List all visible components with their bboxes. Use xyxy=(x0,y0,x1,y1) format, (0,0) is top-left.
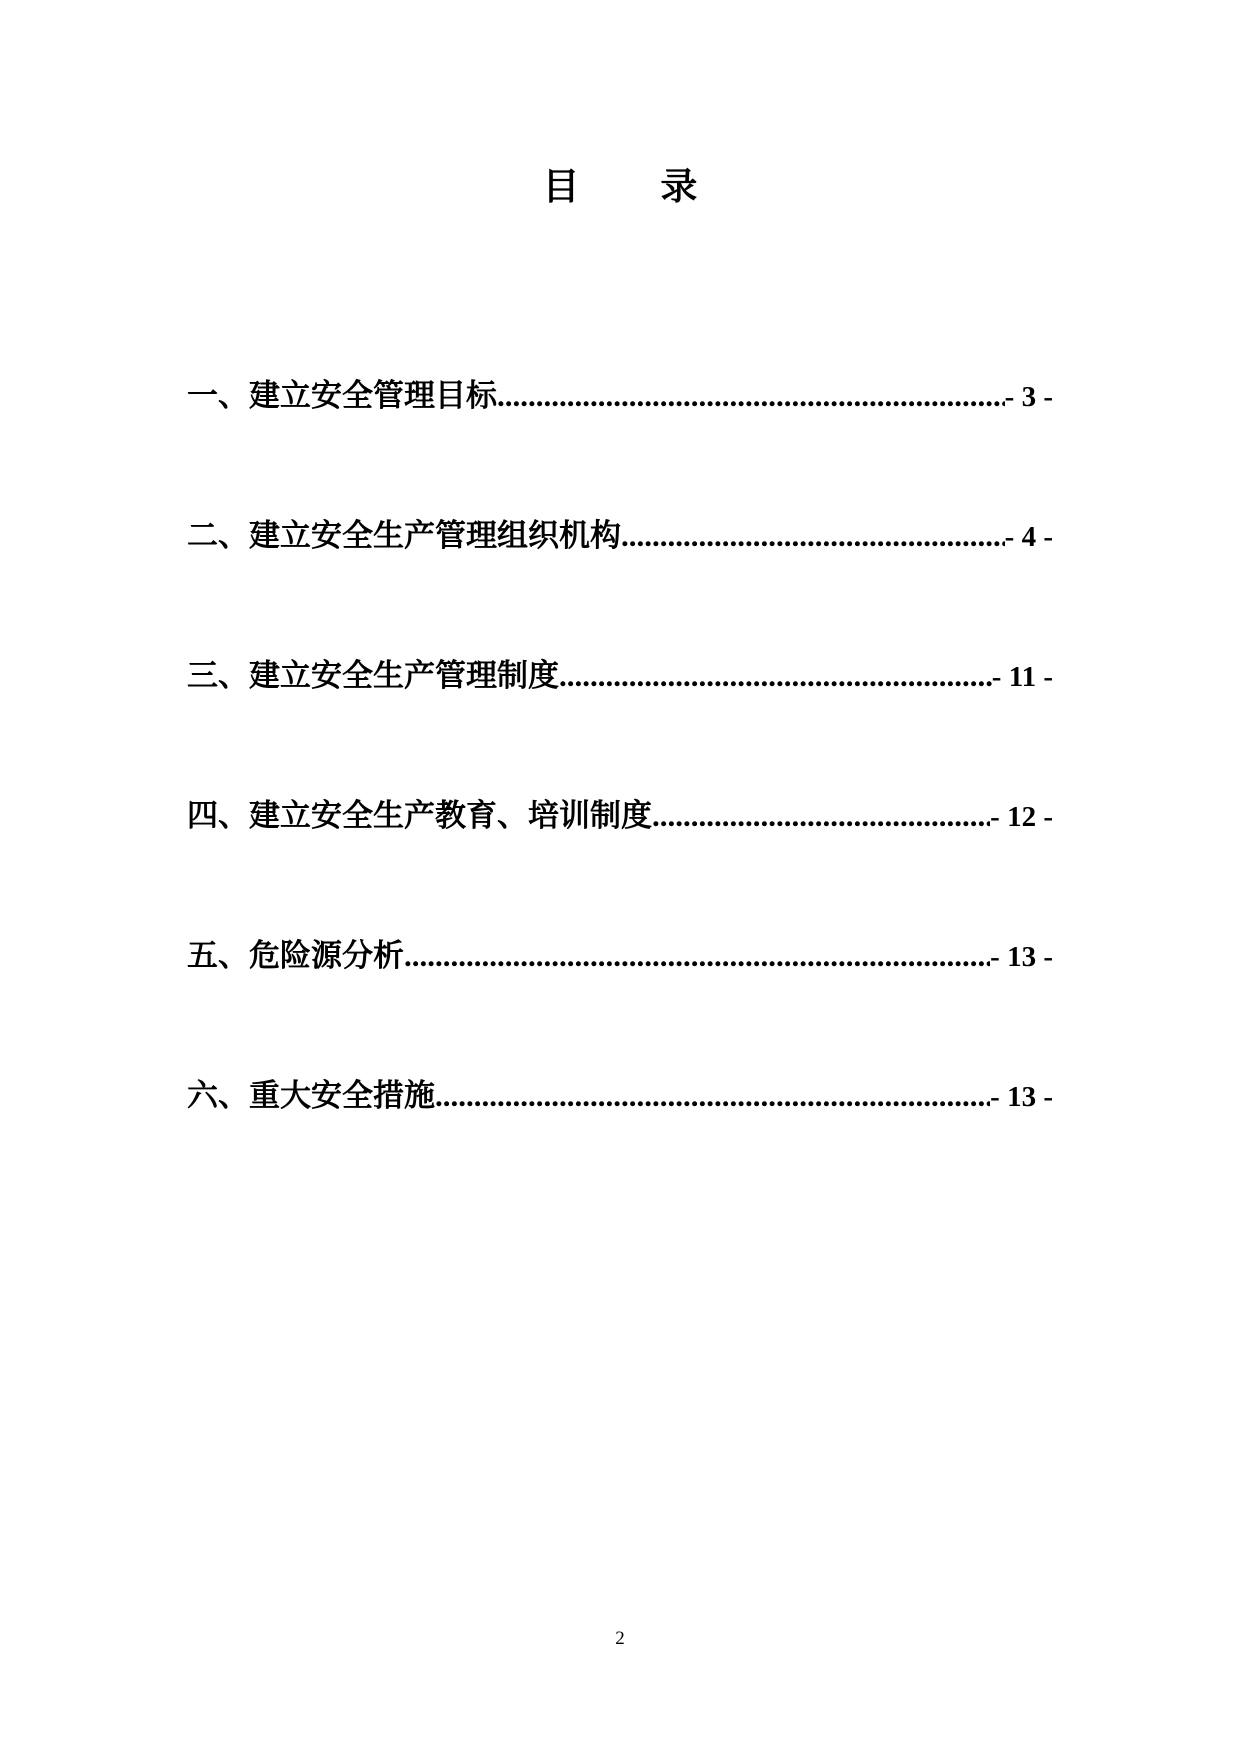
toc-entry-1[interactable] xyxy=(187,374,1053,418)
toc-entry-5[interactable] xyxy=(187,934,1053,978)
dot-leader xyxy=(559,654,992,698)
toc-entry-4[interactable] xyxy=(187,794,1053,838)
dot-leader xyxy=(652,794,990,838)
toc-entry-page: - 12 - xyxy=(990,801,1053,833)
toc-entry-title: 三、建立安全生产管理制度 xyxy=(187,658,559,694)
toc-entry-title: 二、建立安全生产管理组织机构 xyxy=(187,518,621,554)
toc-entry-page: - 4 - xyxy=(1004,521,1053,553)
dot-leader xyxy=(435,1074,990,1118)
dot-leader xyxy=(621,514,1005,558)
toc-entry-2[interactable] xyxy=(187,514,1053,558)
toc-entry-page: - 13 - xyxy=(990,941,1053,973)
toc-entry-title: 六、重大安全措施 xyxy=(187,1078,435,1114)
toc-entry-3[interactable] xyxy=(187,654,1053,698)
toc-entry-page: - 3 - xyxy=(1004,381,1053,413)
page-number: 2 xyxy=(615,1628,625,1649)
toc-entry-title: 一、建立安全管理目标 xyxy=(187,378,497,414)
dot-leader xyxy=(404,934,990,978)
toc-entry-title: 五、危险源分析 xyxy=(187,938,404,974)
toc-entry-page: - 11 - xyxy=(991,661,1053,693)
toc-entry-6[interactable] xyxy=(187,1074,1053,1118)
page-title: 目 录 xyxy=(542,164,732,208)
dot-leader xyxy=(497,374,1005,418)
toc-entry-page: - 13 - xyxy=(990,1081,1053,1113)
toc-entry-title: 四、建立安全生产教育、培训制度 xyxy=(187,798,652,834)
